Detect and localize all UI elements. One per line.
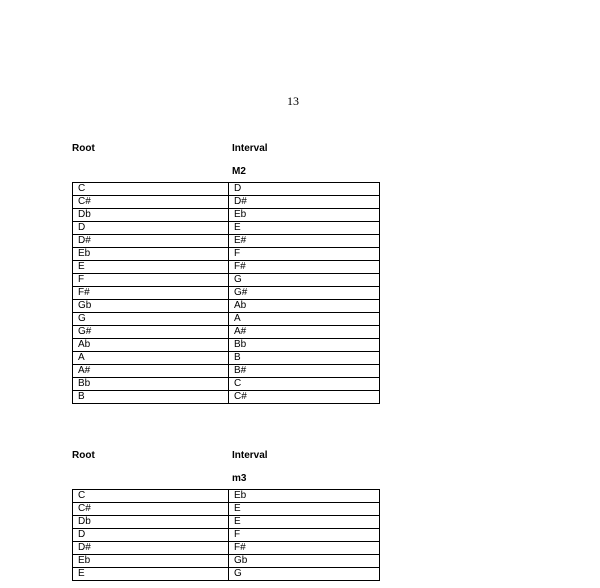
interval-note-cell: E (229, 516, 380, 529)
root-note-cell: Gb (73, 300, 229, 313)
table-row (73, 391, 380, 404)
table-row (73, 529, 380, 542)
root-note-cell: Eb (73, 555, 229, 568)
root-note-cell: F (73, 274, 229, 287)
interval-column-heading: Interval (232, 143, 268, 154)
interval-note-cell: C (229, 378, 380, 391)
table-row (73, 183, 380, 196)
interval-table-section (72, 450, 378, 581)
interval-note-cell: E (229, 222, 380, 235)
table-row (73, 516, 380, 529)
table-row (73, 352, 380, 365)
interval-note-cell: F (229, 248, 380, 261)
interval-table-section (72, 143, 378, 404)
table-header (72, 450, 378, 464)
interval-note-cell: B# (229, 365, 380, 378)
root-note-cell: E (73, 261, 229, 274)
table-row (73, 274, 380, 287)
page-number: 13 (287, 94, 299, 108)
table-row (73, 339, 380, 352)
root-note-cell: Db (73, 516, 229, 529)
interval-name-label (72, 473, 378, 487)
root-note-cell: C# (73, 503, 229, 516)
interval-note-cell: E (229, 503, 380, 516)
interval-note-cell: G (229, 568, 380, 581)
root-note-cell: C (73, 490, 229, 503)
root-note-cell: Eb (73, 248, 229, 261)
interval-note-cell: Bb (229, 339, 380, 352)
interval-note-cell: F (229, 529, 380, 542)
table-row (73, 287, 380, 300)
table-row (73, 365, 380, 378)
interval-note-cell: Gb (229, 555, 380, 568)
interval-table (72, 489, 380, 581)
table-row (73, 235, 380, 248)
interval-note-cell: D# (229, 196, 380, 209)
table-row (73, 222, 380, 235)
interval-note-cell: Eb (229, 490, 380, 503)
root-note-cell: A (73, 352, 229, 365)
root-note-cell: D# (73, 542, 229, 555)
root-note-cell: Db (73, 209, 229, 222)
table-row (73, 378, 380, 391)
interval-note-cell: C# (229, 391, 380, 404)
root-note-cell: Bb (73, 378, 229, 391)
interval-note-cell: G (229, 274, 380, 287)
root-note-cell: D (73, 222, 229, 235)
root-note-cell: G (73, 313, 229, 326)
interval-note-cell: B (229, 352, 380, 365)
interval-name: M2 (232, 166, 246, 177)
root-note-cell: F# (73, 287, 229, 300)
interval-note-cell: G# (229, 287, 380, 300)
table-row (73, 568, 380, 581)
interval-table (72, 182, 380, 404)
interval-note-cell: F# (229, 542, 380, 555)
table-row (73, 300, 380, 313)
table-row (73, 503, 380, 516)
interval-column-heading: Interval (232, 450, 268, 461)
root-column-heading: Root (72, 450, 95, 461)
table-row (73, 555, 380, 568)
table-row (73, 326, 380, 339)
interval-note-cell: A (229, 313, 380, 326)
root-note-cell: D (73, 529, 229, 542)
interval-note-cell: E# (229, 235, 380, 248)
table-row (73, 261, 380, 274)
table-row (73, 542, 380, 555)
interval-note-cell: Eb (229, 209, 380, 222)
table-header (72, 143, 378, 157)
interval-name-label (72, 166, 378, 180)
root-note-cell: G# (73, 326, 229, 339)
interval-note-cell: D (229, 183, 380, 196)
root-note-cell: E (73, 568, 229, 581)
table-row (73, 313, 380, 326)
table-row (73, 209, 380, 222)
interval-note-cell: A# (229, 326, 380, 339)
root-note-cell: B (73, 391, 229, 404)
root-note-cell: D# (73, 235, 229, 248)
root-column-heading: Root (72, 143, 95, 154)
table-row (73, 248, 380, 261)
table-row (73, 196, 380, 209)
interval-name: m3 (232, 473, 247, 484)
root-note-cell: Ab (73, 339, 229, 352)
root-note-cell: C (73, 183, 229, 196)
interval-note-cell: F# (229, 261, 380, 274)
table-row (73, 490, 380, 503)
root-note-cell: C# (73, 196, 229, 209)
interval-note-cell: Ab (229, 300, 380, 313)
root-note-cell: A# (73, 365, 229, 378)
